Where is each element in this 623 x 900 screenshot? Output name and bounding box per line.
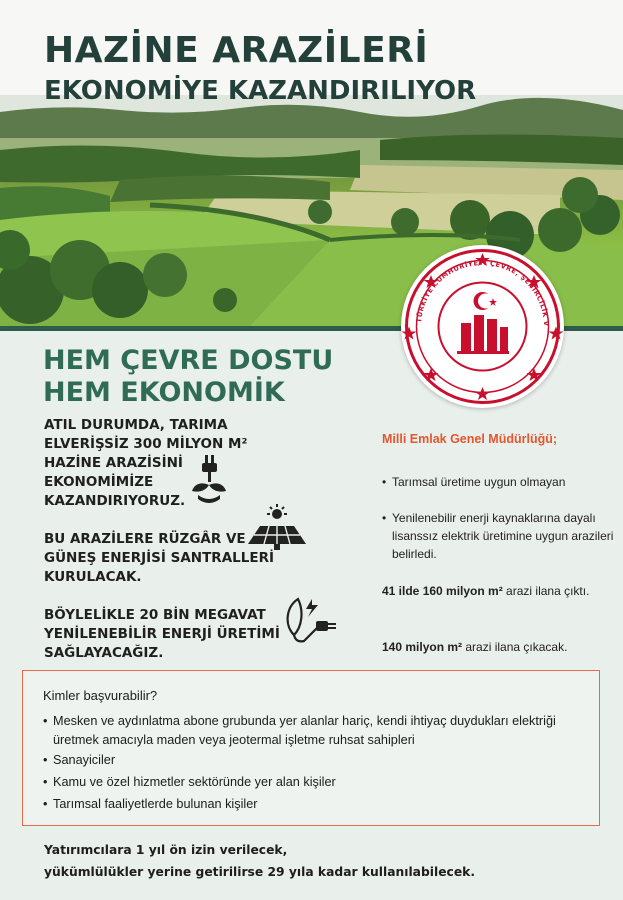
left-block-3	[44, 606, 280, 663]
left-block-3-line: BÖYLELİKLE 20 BİN MEGAVAT	[44, 607, 266, 623]
right-bullet-2	[382, 509, 614, 563]
left-block-1-line: KAZANDIRIYORUZ.	[44, 493, 186, 509]
right-bullet-1-text: Tarımsal üretime uygun olmayan	[392, 475, 566, 489]
left-block-1-line: HAZİNE ARAZİSİNİ	[44, 455, 183, 471]
seal-text: TÜRKİYE CUMHURİYETİ ÇEVRE, ŞEHİRCİLİK V	[415, 258, 551, 327]
footer-line-2: yükümlülükler yerine getirilirse 29 yıla kadar kullanılabilecek.	[44, 865, 476, 879]
svg-text:TÜRKİYE CUMHURİYETİ ÇEVRE, ŞEH	[401, 245, 550, 327]
right-column-heading: Milli Emlak Genel Müdürlüğü;	[382, 432, 558, 446]
left-block-2	[44, 530, 274, 587]
left-block-2-line: KURULACAK.	[44, 569, 142, 585]
stat-1-rest: arazi ilana çıktı.	[502, 584, 590, 598]
applicant-item-4	[43, 795, 258, 814]
title-line-1: HAZİNE ARAZİLERİ	[44, 30, 429, 71]
stat-2	[382, 638, 612, 656]
left-block-1-line: EKONOMİMİZE	[44, 474, 154, 490]
bullet-dot: •	[43, 753, 48, 767]
plant-plug-icon	[188, 455, 230, 505]
section-heading-line-1: HEM ÇEVRE DOSTU	[43, 345, 334, 376]
stat-1	[382, 582, 612, 600]
leaf-plug-icon	[282, 597, 340, 647]
stat-2-bold: 140 milyon m²	[382, 640, 463, 654]
bullet-dot: •	[382, 511, 387, 525]
applicant-item-2	[43, 751, 115, 770]
left-block-3-line: SAĞLAYACAĞIZ.	[44, 645, 164, 661]
right-bullet-1	[382, 473, 612, 491]
title-line-2: EKONOMİYE KAZANDIRILIYOR	[44, 76, 477, 106]
applicants-title: Kimler başvurabilir?	[43, 688, 158, 703]
right-bullet-2-text: Yenilenebilir enerji kaynaklarına dayalı lisanssız elektrik üretimine uygun arazileri belirledi.	[392, 511, 614, 561]
bullet-dot: •	[382, 475, 387, 489]
left-block-2-line: GÜNEŞ ENERJİSİ SANTRALLERİ	[44, 550, 274, 566]
bullet-dot: •	[43, 775, 48, 789]
bullet-dot: •	[43, 797, 48, 811]
stat-2-rest: arazi ilana çıkacak.	[462, 640, 568, 654]
ministry-seal	[401, 245, 564, 408]
applicant-item-2-text: Sanayiciler	[53, 753, 116, 767]
applicant-item-1	[43, 712, 593, 749]
left-block-1-line: ATIL DURUMDA, TARIMA	[44, 417, 228, 433]
left-block-3-line: YENİLENEBİLİR ENERJİ ÜRETİMİ	[44, 626, 280, 642]
applicant-item-3-text: Kamu ve özel hizmetler sektöründe yer alan kişiler	[53, 775, 336, 789]
left-block-2-line: BU ARAZİLERE RÜZGÂR VE	[44, 531, 246, 547]
applicant-item-1-text: Mesken ve aydınlatma abone grubunda yer alanlar hariç, kendi ihtiyaç duydukları elektriği üretmek amacıyla maden veya jeotermal işletme ruhsat sahipleri	[53, 714, 556, 747]
footer-line-1: Yatırımcılara 1 yıl ön izin verilecek,	[44, 843, 288, 857]
seal-emblem-icon	[401, 245, 564, 408]
solar-panel-icon	[246, 504, 308, 550]
bullet-dot: •	[43, 714, 48, 728]
stat-1-bold: 41 ilde 160 milyon m²	[382, 584, 503, 598]
section-heading-line-2: HEM EKONOMİK	[43, 377, 285, 408]
applicant-item-3	[43, 773, 336, 792]
left-block-1-line: ELVERİŞSİZ 300 MİLYON M²	[44, 436, 248, 452]
applicant-item-4-text: Tarımsal faaliyetlerde bulunan kişiler	[53, 797, 258, 811]
